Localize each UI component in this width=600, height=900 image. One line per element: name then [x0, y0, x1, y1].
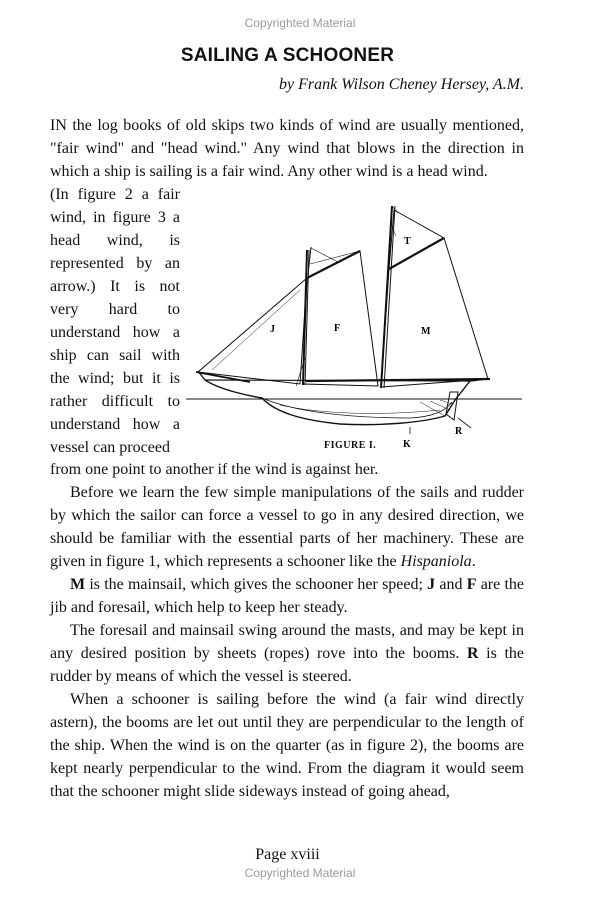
label-m: M — [421, 326, 431, 337]
paragraph-1-end: from one point to another if the wind is against her. — [50, 461, 379, 478]
figure-caption: FIGURE I. — [324, 440, 377, 451]
ship-name: Hispaniola — [400, 553, 472, 570]
label-t: T — [404, 236, 411, 247]
schooner-diagram — [184, 198, 524, 456]
paragraph-2: Before we learn the few simple manipulations of the sails and rudder by which the sailor can force a vessel to go in any desired direction, we should be familiar with the essential parts of her machinery. These are given in figure 1, which represents a schooner like the Hispaniola. — [50, 484, 524, 570]
fore-gaff — [307, 251, 360, 278]
label-k: K — [403, 439, 411, 450]
paragraph-1-wrapped: (In figure 2 a fair wind, in figure 3 a head wind, is represented by an arrow.) It is not very hard to understand how a ship can sail with the wind; but it is rather difficult to understand how a vessel can proceed — [50, 186, 180, 456]
paragraph-3: M is the mainsail, which gives the schooner her speed; J and F are the jib and foresail, which help to keep her steady. — [50, 576, 524, 616]
foresail — [303, 251, 378, 386]
page-number: Page xviii — [255, 846, 320, 863]
watermark-top: Copyrighted Material — [244, 16, 356, 30]
label-r: R — [455, 426, 463, 437]
label-j: J — [270, 324, 275, 335]
paragraph-4: The foresail and mainsail swing around the masts, and may be kept in any desired position by sheets (ropes) rove into the booms. R is the rudder by means of which the vessel is steered. — [50, 622, 524, 685]
article-title: SAILING A SCHOONER — [180, 45, 395, 66]
watermark-bottom: Copyrighted Material — [244, 866, 356, 880]
paragraph-1-top: IN the log books of old skips two kinds of wind are usually mentioned, "fair wind" and "head wind." Any wind that blows in the direction in which a ship is sailing is a fair wind. Any other wind is a head wind. — [50, 117, 524, 180]
article-body — [50, 481, 524, 803]
mainsail — [381, 238, 488, 387]
label-f: F — [334, 323, 341, 334]
byline: by Frank Wilson Cheney Hersey, A.M. — [279, 76, 524, 93]
topsail — [389, 210, 444, 269]
paragraph-5: When a schooner is sailing before the wind (a fair wind directly astern), the booms are let out until they are perpendicular to the length of the ship. When the wind is on the quarter (as in figure 2), the booms are kept nearly perpendicular to the wind. From the diagram it would seem that the schooner might slide sideways instead of going ahead, — [50, 691, 524, 800]
